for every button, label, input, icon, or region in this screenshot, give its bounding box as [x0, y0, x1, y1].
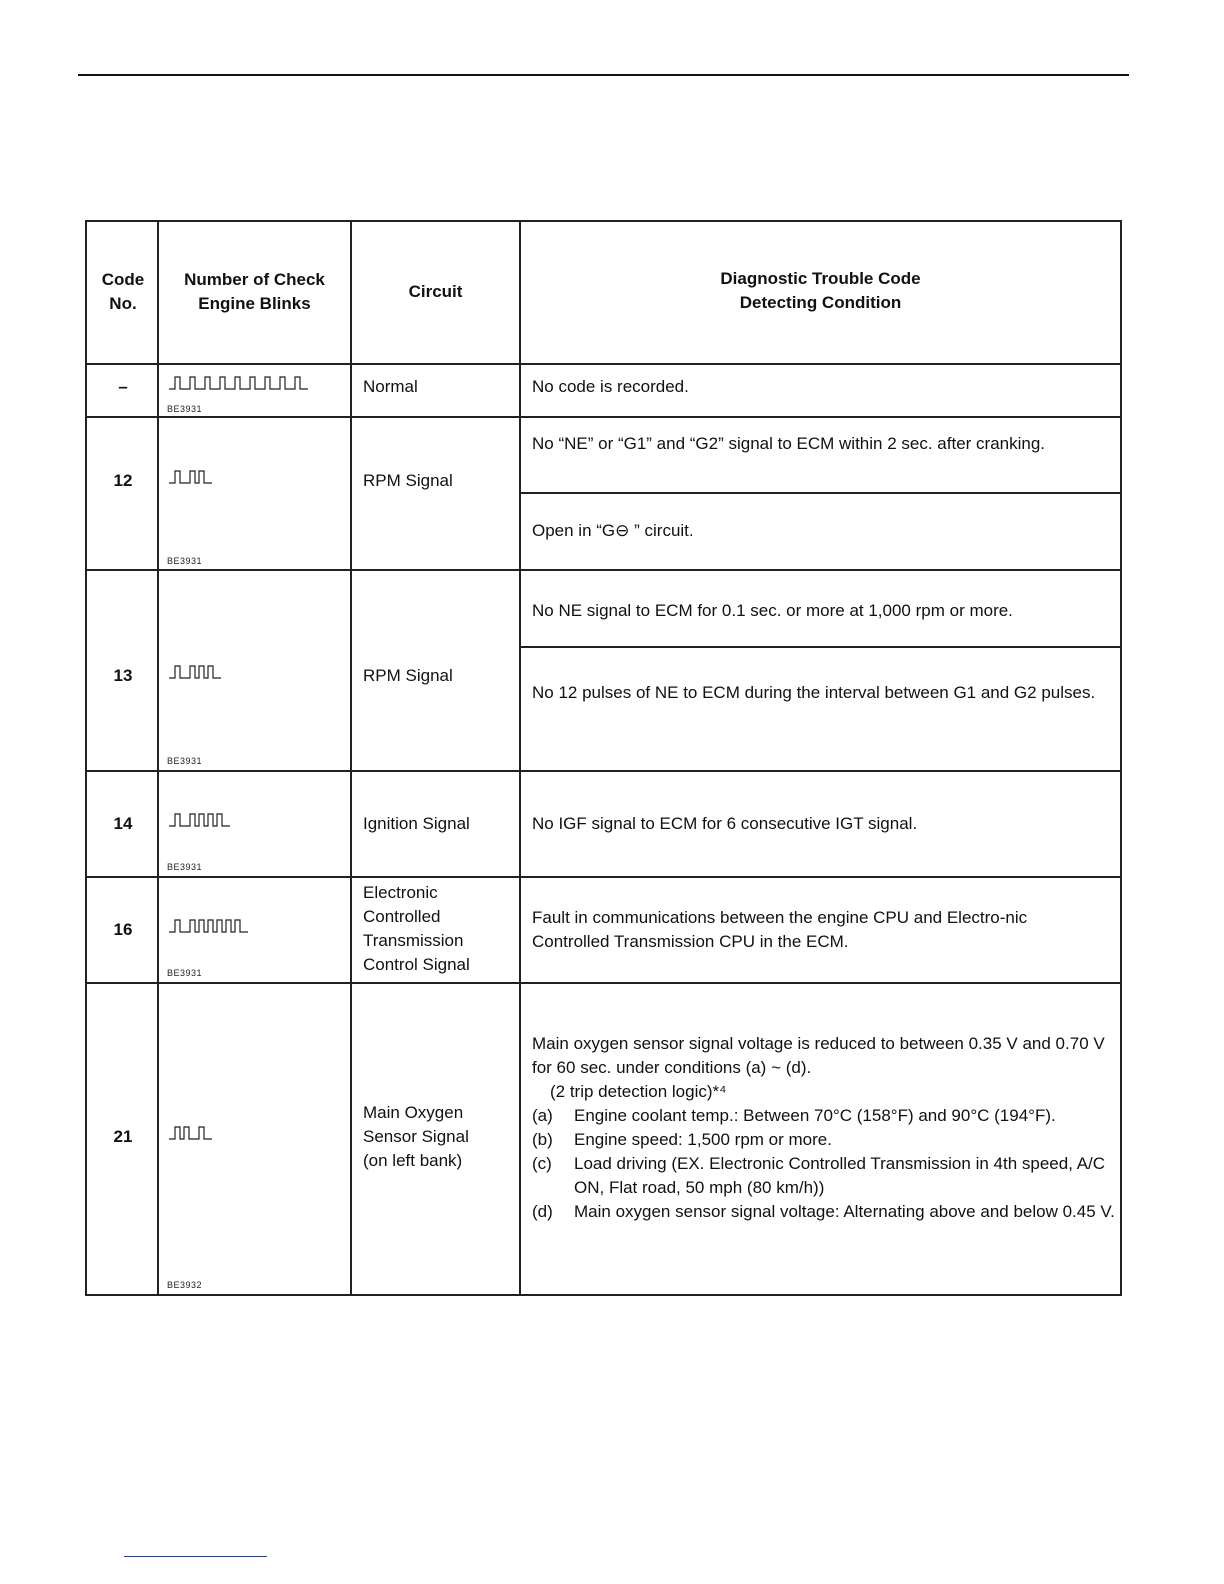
figure-id: BE3932: [167, 1280, 203, 1290]
condition-cell: No IGF signal to ECM for 6 consecutive IGT signal.: [532, 814, 918, 833]
circuit-cell: Ignition Signal: [363, 814, 470, 833]
code-cell: 21: [113, 1127, 133, 1146]
condition-cell: [532, 1032, 1117, 1224]
condition-item: (d) Main oxygen sensor signal voltage: Alternating above and below 0.45 V.: [532, 1202, 1115, 1221]
code-cell: 14: [113, 814, 133, 833]
pulse-waveform: [169, 664, 223, 680]
blink-pattern-icon: [169, 375, 310, 391]
row-divider: [87, 876, 1120, 878]
pulse-path: [169, 814, 230, 826]
pulse-path: [169, 1127, 212, 1139]
row-divider: [87, 569, 1120, 571]
circuit-cell: Normal: [363, 377, 418, 396]
condition-item: (c) Load driving (EX. Electronic Controlled Transmission in 4th speed, A/C ON, Flat road, 50 mph (80 km/h)): [532, 1154, 1106, 1197]
code-cell: –: [118, 377, 128, 396]
top-rule: [78, 74, 1129, 76]
blink-pattern-icon: [169, 664, 223, 680]
condition-cell: No 12 pulses of NE to ECM during the interval between G1 and G2 pulses.: [532, 683, 1096, 702]
code-cell: 12: [113, 471, 133, 490]
blink-pattern-icon: [169, 918, 250, 934]
pulse-waveform: [169, 812, 232, 828]
pulse-path: [169, 920, 248, 932]
code-cell: 13: [113, 666, 133, 685]
subrow-divider: [519, 646, 1120, 648]
pulse-waveform: [169, 469, 214, 485]
header-dtc-condition: Diagnostic Trouble Code Detecting Condition: [720, 269, 921, 312]
circuit-cell: Electronic Controlled Transmission Control Signal: [363, 883, 470, 974]
condition-item: (b) Engine speed: 1,500 rpm or more.: [532, 1130, 832, 1149]
figure-id: BE3931: [167, 556, 203, 566]
blink-pattern-icon: [169, 1125, 214, 1141]
header-blinks: Number of Check Engine Blinks: [184, 270, 325, 313]
circuit-cell: Main Oxygen Sensor Signal (on left bank): [363, 1103, 469, 1170]
pulse-waveform: [169, 375, 310, 391]
figure-id: BE3931: [167, 756, 203, 766]
figure-id: BE3931: [167, 862, 203, 872]
row-divider: [87, 363, 1120, 365]
footer-link-line: [124, 1556, 267, 1557]
condition-cell: No code is recorded.: [532, 377, 689, 396]
pulse-waveform: [169, 918, 250, 934]
condition-cell: Open in “G⊖ ” circuit.: [532, 521, 694, 540]
pulse-waveform: [169, 1125, 214, 1141]
circuit-cell: RPM Signal: [363, 666, 453, 685]
header-code: Code No.: [101, 270, 145, 313]
condition-cell: No NE signal to ECM for 0.1 sec. or more at 1,000 rpm or more.: [532, 601, 1013, 620]
row-divider: [87, 416, 1120, 418]
subrow-divider: [519, 492, 1120, 494]
pulse-path: [169, 471, 212, 483]
condition-item: (a) Engine coolant temp.: Between 70°C (158°F) and 90°C (194°F).: [532, 1106, 1056, 1125]
pulse-path: [169, 377, 308, 389]
col-divider: [350, 222, 352, 1294]
col-divider: [519, 222, 521, 1294]
condition-cell: No “NE” or “G1” and “G2” signal to ECM within 2 sec. after cranking.: [532, 434, 1046, 453]
figure-id: BE3931: [167, 404, 203, 414]
figure-id: BE3931: [167, 968, 203, 978]
pulse-path: [169, 666, 221, 678]
condition-logic: (2 trip detection logic)*⁴: [550, 1082, 727, 1101]
condition-intro: Main oxygen sensor signal voltage is reduced to between 0.35 V and 0.70 V for 60 sec. under conditions (a) ~ (d).: [532, 1034, 1105, 1077]
code-cell: 16: [113, 920, 133, 939]
row-divider: [87, 770, 1120, 772]
condition-cell: Fault in communications between the engine CPU and Electro-nic Controlled Transmission CPU in the ECM.: [532, 908, 1028, 951]
blink-pattern-icon: [169, 469, 214, 485]
dtc-table: [85, 220, 1122, 1296]
circuit-cell: RPM Signal: [363, 471, 453, 490]
header-circuit: Circuit: [408, 282, 463, 301]
row-divider: [87, 982, 1120, 984]
blink-pattern-icon: [169, 812, 232, 828]
